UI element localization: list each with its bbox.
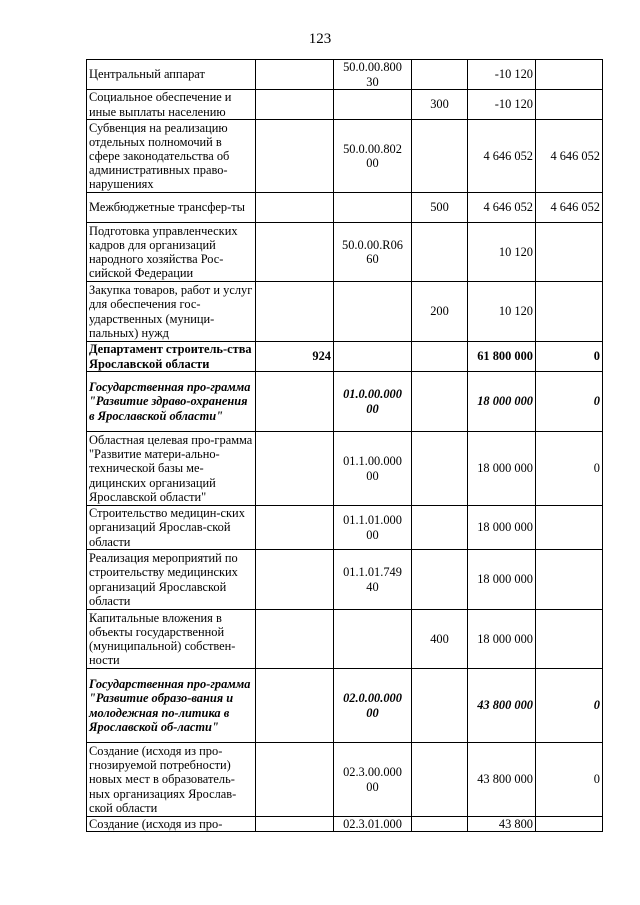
program-code-cell: 50.0.00.800 30 xyxy=(334,60,412,90)
expense-type-cell xyxy=(412,60,468,90)
dept-code-cell xyxy=(256,120,334,193)
expense-type-cell xyxy=(412,432,468,506)
table-row xyxy=(87,223,603,282)
row-name-cell: Создание (исходя из про- xyxy=(87,817,256,832)
program-code-cell: 01.1.01.749 40 xyxy=(334,550,412,610)
amount-cell: 43 800 xyxy=(468,817,536,832)
table-row xyxy=(87,432,603,506)
row-name-cell: Центральный аппарат xyxy=(87,60,256,90)
expense-type-cell xyxy=(412,743,468,817)
expense-type-cell xyxy=(412,223,468,282)
program-code-cell: 01.0.00.000 00 xyxy=(334,372,412,432)
table-row xyxy=(87,342,603,372)
page-number: 123 xyxy=(308,31,332,47)
row-name-cell: Реализация мероприятий по строительству медицинских организаций Ярославской области xyxy=(87,550,256,610)
subvention-amount-cell xyxy=(536,550,603,610)
row-name-cell: Закупка товаров, работ и услуг для обеспечения гос-ударственных (муници-пальных) нужд xyxy=(87,282,256,342)
program-code-cell: 50.0.00.802 00 xyxy=(334,120,412,193)
dept-code-cell xyxy=(256,432,334,506)
table-row xyxy=(87,669,603,743)
subvention-amount-cell: 0 xyxy=(536,669,603,743)
expense-type-cell: 200 xyxy=(412,282,468,342)
program-code-cell xyxy=(334,90,412,120)
expense-type-cell xyxy=(412,506,468,550)
dept-code-cell xyxy=(256,506,334,550)
table-row xyxy=(87,60,603,90)
row-name-cell: Капитальные вложения в объекты государственной (муниципальной) собствен-ности xyxy=(87,610,256,669)
subvention-amount-cell xyxy=(536,506,603,550)
subvention-amount-cell: 4 646 052 xyxy=(536,120,603,193)
table-row xyxy=(87,506,603,550)
row-name-cell: Создание (исходя из про-гнозируемой потребности) новых мест в образователь-ных организациях Ярослав-ской области xyxy=(87,743,256,817)
dept-code-cell xyxy=(256,193,334,223)
dept-code-cell xyxy=(256,282,334,342)
row-name-cell: Подготовка управленческих кадров для организаций народного хозяйства Рос-сийской Федерации xyxy=(87,223,256,282)
subvention-amount-cell xyxy=(536,817,603,832)
amount-cell: 61 800 000 xyxy=(468,342,536,372)
table-row xyxy=(87,550,603,610)
dept-code-cell xyxy=(256,550,334,610)
expense-type-cell xyxy=(412,817,468,832)
amount-cell: 18 000 000 xyxy=(468,610,536,669)
amount-cell: -10 120 xyxy=(468,90,536,120)
subvention-amount-cell: 0 xyxy=(536,342,603,372)
program-code-cell: 02.3.01.000 xyxy=(334,817,412,832)
subvention-amount-cell xyxy=(536,610,603,669)
program-code-cell: 02.0.00.000 00 xyxy=(334,669,412,743)
subvention-amount-cell xyxy=(536,282,603,342)
dept-code-cell xyxy=(256,223,334,282)
subvention-amount-cell: 0 xyxy=(536,432,603,506)
program-code-cell xyxy=(334,193,412,223)
subvention-amount-cell xyxy=(536,90,603,120)
expense-type-cell xyxy=(412,372,468,432)
expense-type-cell: 300 xyxy=(412,90,468,120)
dept-code-cell xyxy=(256,90,334,120)
subvention-amount-cell xyxy=(536,60,603,90)
row-name-cell: Строительство медицин-ских организаций Ярослав-ской области xyxy=(87,506,256,550)
dept-code-cell xyxy=(256,372,334,432)
expense-type-cell: 400 xyxy=(412,610,468,669)
subvention-amount-cell: 0 xyxy=(536,372,603,432)
table-row xyxy=(87,282,603,342)
subvention-amount-cell: 0 xyxy=(536,743,603,817)
table-row xyxy=(87,817,603,832)
table-row xyxy=(87,90,603,120)
row-name-cell: Субвенция на реализацию отдельных полномочий в сфере законодательства об административных право-нарушениях xyxy=(87,120,256,193)
table-row xyxy=(87,372,603,432)
amount-cell: 4 646 052 xyxy=(468,120,536,193)
row-name-cell: Областная целевая про-грамма "Развитие матери-ально-технической базы ме-дицинских организаций Ярославской области" xyxy=(87,432,256,506)
amount-cell: 18 000 000 xyxy=(468,432,536,506)
amount-cell: 43 800 000 xyxy=(468,669,536,743)
table-row xyxy=(87,193,603,223)
row-name-cell: Межбюджетные трансфер-ты xyxy=(87,193,256,223)
dept-code-cell xyxy=(256,817,334,832)
table-row xyxy=(87,120,603,193)
program-code-cell xyxy=(334,342,412,372)
table-row xyxy=(87,610,603,669)
program-code-cell xyxy=(334,610,412,669)
subvention-amount-cell: 4 646 052 xyxy=(536,193,603,223)
amount-cell: 18 000 000 xyxy=(468,506,536,550)
program-code-cell: 50.0.00.R06 60 xyxy=(334,223,412,282)
program-code-cell: 02.3.00.000 00 xyxy=(334,743,412,817)
subvention-amount-cell xyxy=(536,223,603,282)
dept-code-cell xyxy=(256,60,334,90)
expense-type-cell xyxy=(412,550,468,610)
row-name-cell: Социальное обеспечение и иные выплаты населению xyxy=(87,90,256,120)
dept-code-cell xyxy=(256,610,334,669)
row-name-cell: Государственная про-грамма "Развитие образо-вания и молодежная по-литика в Ярославской об-ласти" xyxy=(87,669,256,743)
dept-code-cell: 924 xyxy=(256,342,334,372)
dept-code-cell xyxy=(256,743,334,817)
amount-cell: 18 000 000 xyxy=(468,550,536,610)
budget-table xyxy=(86,59,603,832)
amount-cell: 10 120 xyxy=(468,282,536,342)
row-name-cell: Департамент строитель-ства Ярославской области xyxy=(87,342,256,372)
expense-type-cell xyxy=(412,342,468,372)
expense-type-cell: 500 xyxy=(412,193,468,223)
row-name-cell: Государственная про-грамма "Развитие здраво-охранения в Ярославской области" xyxy=(87,372,256,432)
program-code-cell: 01.1.00.000 00 xyxy=(334,432,412,506)
amount-cell: 4 646 052 xyxy=(468,193,536,223)
expense-type-cell xyxy=(412,669,468,743)
amount-cell: 43 800 000 xyxy=(468,743,536,817)
amount-cell: 18 000 000 xyxy=(468,372,536,432)
table-row xyxy=(87,743,603,817)
expense-type-cell xyxy=(412,120,468,193)
dept-code-cell xyxy=(256,669,334,743)
amount-cell: -10 120 xyxy=(468,60,536,90)
program-code-cell: 01.1.01.000 00 xyxy=(334,506,412,550)
program-code-cell xyxy=(334,282,412,342)
amount-cell: 10 120 xyxy=(468,223,536,282)
